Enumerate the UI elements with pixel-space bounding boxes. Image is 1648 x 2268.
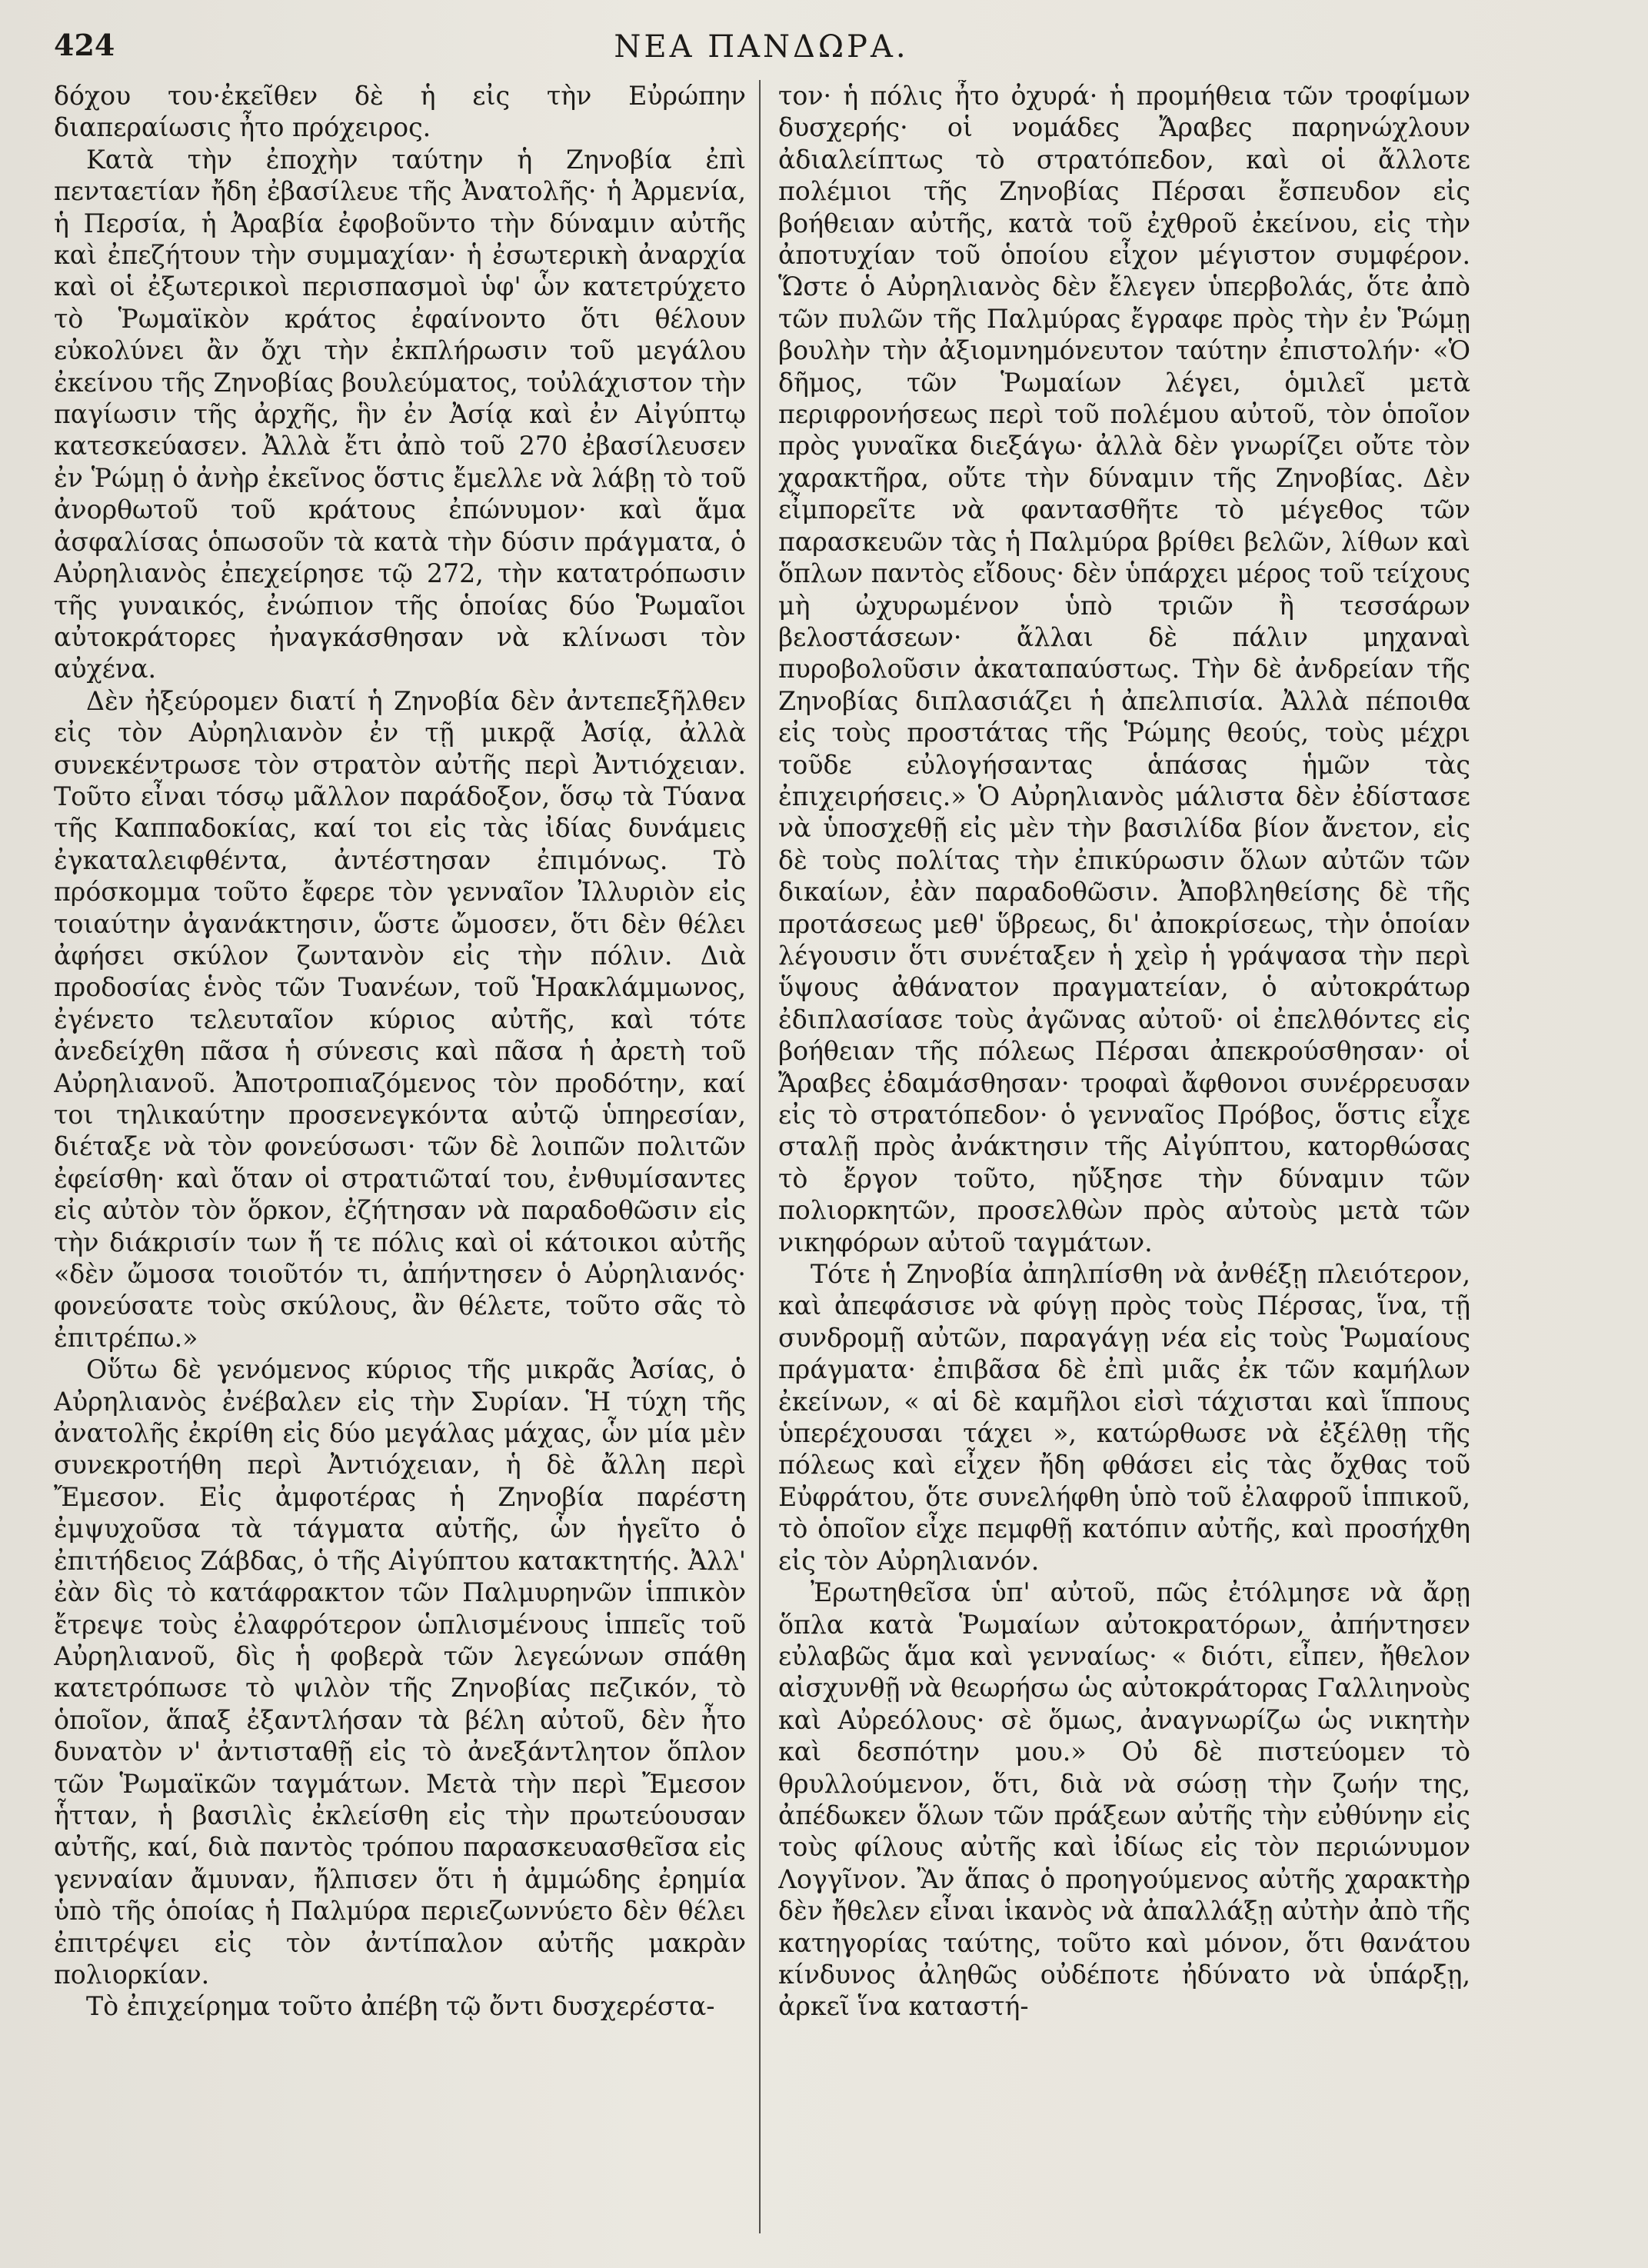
page-number: 424 (54, 28, 115, 62)
paragraph: Κατὰ τὴν ἐποχὴν ταύτην ἡ Ζηνοβία ἐπὶ πενταετίαν ἤδη ἐβασίλευε τῆς Ἀνατολῆς· ἡ Ἀρμενία, ἡ Περσία, ἡ Ἀραβία ἐφοβοῦντο τὴν δύναμιν αὐτῆς καὶ ἐπεζήτουν τὴν συμμαχίαν· ἡ ἐσωτερικὴ ἀναρχία καὶ οἱ ἐξωτερικοὶ περισπασμοὶ ὑφ' ὧν κατετρύχετο τὸ Ῥωμαϊκὸν κράτος ἐφαίνοντο ὅτι θέλουν εὐκολύνει ἂν ὄχι τὴν ἐκπλήρωσιν τοῦ μεγάλου ἐκείνου τῆς Ζηνοβίας βουλεύματος, τοὐλάχιστον τὴν παγίωσιν τῆς ἀρχῆς, ἣν ἐν Ἀσίᾳ καὶ ἐν Αἰγύπτῳ κατεσκεύασεν. Ἀλλὰ ἔτι ἀπὸ τοῦ 270 ἐβασίλευσεν ἐν Ῥώμῃ ὁ ἀνὴρ ἐκεῖνος ὅστις ἔμελλε νὰ λάβῃ τὸ τοῦ ἀνορθωτοῦ τοῦ κράτους ἐπώνυμον· καὶ ἅμα ἀσφαλίσας ὁπωσοῦν τὰ κατὰ τὴν δύσιν πράγματα, ὁ Αὐρηλιανὸς ἐπεχείρησε τῷ 272, τὴν κατατρόπωσιν τῆς γυναικός, ἐνώπιον τῆς ὁποίας δύο Ῥωμαῖοι αὐτοκράτορες ἠναγκάσθησαν νὰ κλίνωσι τὸν αὐχένα. (54, 144, 746, 684)
left-column (54, 80, 746, 2249)
page-header (54, 22, 1469, 69)
running-title: ΝΕΑ ΠΑΝΔΩΡΑ. (614, 29, 909, 65)
paragraph: Τότε ἡ Ζηνοβία ἀπηλπίσθη νὰ ἀνθέξῃ πλειότερον, καὶ ἀπεφάσισε νὰ φύγῃ πρὸς τοὺς Πέρσας, ἵνα, τῇ συνδρομῇ αὐτῶν, παραγάγῃ νέα εἰς τοὺς Ῥωμαίους πράγματα· ἐπιβᾶσα δὲ ἐπὶ μιᾶς ἐκ τῶν καμήλων ἐκείνων, « αἱ δὲ καμῆλοι εἰσὶ τάχισται καὶ ἵππους ὑπερέχουσαι τάχει », κατώρθωσε νὰ ἐξέλθῃ τῆς πόλεως καὶ εἶχεν ἤδη φθάσει εἰς τὰς ὄχθας τοῦ Εὐφράτου, ὅτε συνελήφθη ὑπὸ τοῦ ἐλαφροῦ ἱππικοῦ, τὸ ὁποῖον εἶχε πεμφθῇ κατόπιν αὐτῆς, καὶ προσήχθη εἰς τὸν Αὐρηλιανόν. (778, 1259, 1470, 1576)
paragraph: Ἐρωτηθεῖσα ὑπ' αὐτοῦ, πῶς ἐτόλμησε νὰ ἄρῃ ὅπλα κατὰ Ῥωμαίων αὐτοκρατόρων, ἀπήντησεν εὐλαβῶς ἅμα καὶ γενναίως· « διότι, εἶπεν, ἤθελον αἰσχυνθῇ νὰ θεωρήσω ὡς αὐτοκράτορας Γαλλιηνοὺς καὶ Αὐρεόλους· σὲ ὅμως, ἀναγνωρίζω ὡς νικητὴν καὶ δεσπότην μου.» Οὐ δὲ πιστεύομεν τὸ θρυλλούμενον, ὅτι, διὰ νὰ σώσῃ τὴν ζωήν της, ἀπέδωκεν ὅλων τῶν πράξεων αὐτῆς τὴν εὐθύνην εἰς τοὺς φίλους αὐτῆς καὶ ἰδίως εἰς τὸν περιώνυμον Λογγῖνον. Ἂν ἅπας ὁ προηγούμενος αὐτῆς χαρακτὴρ δὲν ἤθελεν εἶναι ἱκανὸς νὰ ἀπαλλάξῃ αὐτὴν ἀπὸ τῆς κατηγορίας ταύτης, τοῦτο καὶ μόνον, ὅτι θανάτου κίνδυνος ἀληθῶς οὐδέποτε ἠδύνατο νὰ ὑπάρξῃ, ἀρκεῖ ἵνα καταστή- (778, 1577, 1470, 2022)
right-column (778, 80, 1470, 2249)
paragraph: δόχου του·ἐκεῖθεν δὲ ἡ εἰς τὴν Εὐρώπην διαπεραίωσις ἦτο πρόχειρος. (54, 81, 746, 143)
paragraph: Δὲν ἠξεύρομεν διατί ἡ Ζηνοβία δὲν ἀντεπεξῆλθεν εἰς τὸν Αὐρηλιανὸν ἐν τῇ μικρᾷ Ἀσίᾳ, ἀλλὰ συνεκέντρωσε τὸν στρατὸν αὐτῆς περὶ Ἀντιόχειαν. Τοῦτο εἶναι τόσῳ μᾶλλον παράδοξον, ὅσῳ τὰ Τύανα τῆς Καππαδοκίας, καί τοι εἰς τὰς ἰδίας δυνάμεις ἐγκαταλειφθέντα, ἀντέστησαν ἐπιμόνως. Τὸ πρόσκομμα τοῦτο ἔφερε τὸν γενναῖον Ἰλλυριὸν εἰς τοιαύτην ἀγανάκτησιν, ὥστε ὤμοσεν, ὅτι δὲν θέλει ἀφήσει σκύλον ζωντανὸν εἰς τὴν πόλιν. Διὰ προδοσίας ἑνὸς τῶν Τυανέων, τοῦ Ἡρακλάμμωνος, ἐγένετο τελευταῖον κύριος αὐτῆς, καὶ τότε ἀνεδείχθη πᾶσα ἡ σύνεσις καὶ πᾶσα ἡ ἀρετὴ τοῦ Αὐρηλιανοῦ. Ἀποτροπιαζόμενος τὸν προδότην, καί τοι τηλικαύτην προσενεγκόντα αὐτῷ ὑπηρεσίαν, διέταξε νὰ τὸν φονεύσωσι· τῶν δὲ λοιπῶν πολιτῶν ἐφείσθη· καὶ ὅταν οἱ στρατιῶταί του, ἐνθυμίσαντες εἰς αὐτὸν τὸν ὅρκον, ἐζήτησαν νὰ παραδοθῶσιν εἰς τὴν διάκρισίν των ἥ τε πόλις καὶ οἱ κάτοικοι αὐτῆς «δὲν ὤμοσα τοιοῦτόν τι, ἀπήντησεν ὁ Αὐρηλιανός· φονεύσατε τοὺς σκύλους, ἂν θέλετε, τοῦτο σᾶς τὸ ἐπιτρέπω.» (54, 685, 746, 1353)
paragraph: Οὕτω δὲ γενόμενος κύριος τῆς μικρᾶς Ἀσίας, ὁ Αὐρηλιανὸς ἐνέβαλεν εἰς τὴν Συρίαν. Ἡ τύχη τῆς ἀνατολῆς ἐκρίθη εἰς δύο μεγάλας μάχας, ὧν μία μὲν συνεκροτήθη περὶ Ἀντιόχειαν, ἡ δὲ ἄλλη περὶ Ἔμεσον. Εἰς ἀμφοτέρας ἡ Ζηνοβία παρέστη ἐμψυχοῦσα τὰ τάγματα αὐτῆς, ὧν ἡγεῖτο ὁ ἐπιτήδειος Ζάβδας, ὁ τῆς Αἰγύπτου κατακτητής. Ἀλλ' ἐὰν δὶς τὸ κατάφρακτον τῶν Παλμυρηνῶν ἱππικὸν ἔτρεψε τοὺς ἐλαφρότερον ὡπλισμένους ἱππεῖς τοῦ Αὐρηλιανοῦ, δὶς ἡ φοβερὰ τῶν λεγεώνων σπάθη κατετρόπωσε τὸ ψιλὸν τῆς Ζηνοβίας πεζικόν, τὸ ὁποῖον, ἅπαξ ἐξαντλήσαν τὰ βέλη αὐτοῦ, δὲν ἦτο δυνατὸν ν' ἀντισταθῇ εἰς τὸ ἀνεξάντλητον ὅπλον τῶν Ῥωμαϊκῶν ταγμάτων. Μετὰ τὴν περὶ Ἔμεσον ἧτταν, ἡ βασιλὶς ἐκλείσθη εἰς τὴν πρωτεύουσαν αὐτῆς, καί, διὰ παντὸς τρόπου παρασκευασθεῖσα εἰς γενναίαν ἄμυναν, ἤλπισεν ὅτι ἡ ἀμμώδης ἐρημία ὑπὸ τῆς ὁποίας ἡ Παλμύρα περιεζωννύετο δὲν θέλει ἐπιτρέψει εἰς τὸν ἀντίπαλον αὐτῆς μακρὰν πολιορκίαν. (54, 1354, 746, 1990)
paragraph: Τὸ ἐπιχείρημα τοῦτο ἀπέβη τῷ ὄντι δυσχερέστα- (86, 1991, 715, 2022)
column-divider (759, 80, 761, 2233)
paragraph: τον· ἡ πόλις ἦτο ὀχυρά· ἡ προμήθεια τῶν τροφίμων δυσχερής· οἱ νομάδες Ἄραβες παρηνώχλουν ἀδιαλείπτως τὸ στρατόπεδον, καὶ οἱ ἄλλοτε πολέμιοι τῆς Ζηνοβίας Πέρσαι ἔσπευδον εἰς βοήθειαν αὐτῆς, κατὰ τοῦ ἐχθροῦ ἐκείνου, εἰς τὴν ἀποτυχίαν τοῦ ὁποίου εἶχον μέγιστον συμφέρον. Ὥστε ὁ Αὐρηλιανὸς δὲν ἔλεγεν ὑπερβολάς, ὅτε ἀπὸ τῶν πυλῶν τῆς Παλμύρας ἔγραφε πρὸς τὴν ἐν Ῥώμῃ βουλὴν τὴν ἀξιομνημόνευτον ταύτην ἐπιστολήν· «Ὁ δῆμος, τῶν Ῥωμαίων λέγει, ὁμιλεῖ μετὰ περιφρονήσεως περὶ τοῦ πολέμου αὐτοῦ, τὸν ὁποῖον πρὸς γυναῖκα διεξάγω· ἀλλὰ δὲν γνωρίζει οὔτε τὸν χαρακτῆρα, οὔτε τὴν δύναμιν τῆς Ζηνοβίας. Δὲν εἶμπορεῖτε νὰ φαντασθῆτε τὸ μέγεθος τῶν παρασκευῶν τὰς ἡ Παλμύρα βρίθει βελῶν, λίθων καὶ ὅπλων παντὸς εἴδους· δὲν ὑπάρχει μέρος τοῦ τείχους μὴ ὠχυρωμένον ὑπὸ τριῶν ἢ τεσσάρων βελοστάσεων· ἄλλαι δὲ πάλιν μηχαναὶ πυροβολοῦσιν ἀκαταπαύστως. Τὴν δὲ ἀνδρείαν τῆς Ζηνοβίας διπλασιάζει ἡ ἀπελπισία. Ἀλλὰ πέποιθα εἰς τοὺς προστάτας τῆς Ῥώμης θεούς, τοὺς μέχρι τοῦδε εὐλογήσαντας ἁπάσας ἡμῶν τὰς ἐπιχειρήσεις.» Ὁ Αὐρηλιανὸς μάλιστα δὲν ἐδίστασε νὰ ὑποσχεθῇ εἰς μὲν τὴν βασιλίδα βίον ἄνετον, εἰς δὲ τοὺς πολίτας τὴν ἐπικύρωσιν ὅλων αὐτῶν τῶν δικαίων, ἐὰν παραδοθῶσιν. Ἀποβληθείσης δὲ τῆς προτάσεως μεθ' ὕβρεως, δι' ἀποκρίσεως, τὴν ὁποίαν λέγουσιν ὅτι συνέταξεν ἡ χεὶρ ἡ γράψασα τὴν περὶ ὕψους ἀθάνατον πραγματείαν, ὁ αὐτοκράτωρ ἐδιπλασίασε τοὺς ἀγῶνας αὐτοῦ· οἱ ἐπελθόντες εἰς βοήθειαν τῆς πόλεως Πέρσαι ἀπεκρούσθησαν· οἱ Ἄραβες ἐδαμάσθησαν· τροφαὶ ἄφθονοι συνέρρευσαν εἰς τὸ στρατόπεδον· ὁ γενναῖος Πρόβος, ὅστις εἶχε σταλῇ πρὸς ἀνάκτησιν τῆς Αἰγύπτου, κατορθώσας τὸ ἔργον τοῦτο, ηὔξησε τὴν δύναμιν τῶν πολιορκητῶν, προσελθὼν πρὸς αὐτοὺς μετὰ τῶν νικηφόρων αὐτοῦ ταγμάτων. (778, 81, 1470, 1257)
